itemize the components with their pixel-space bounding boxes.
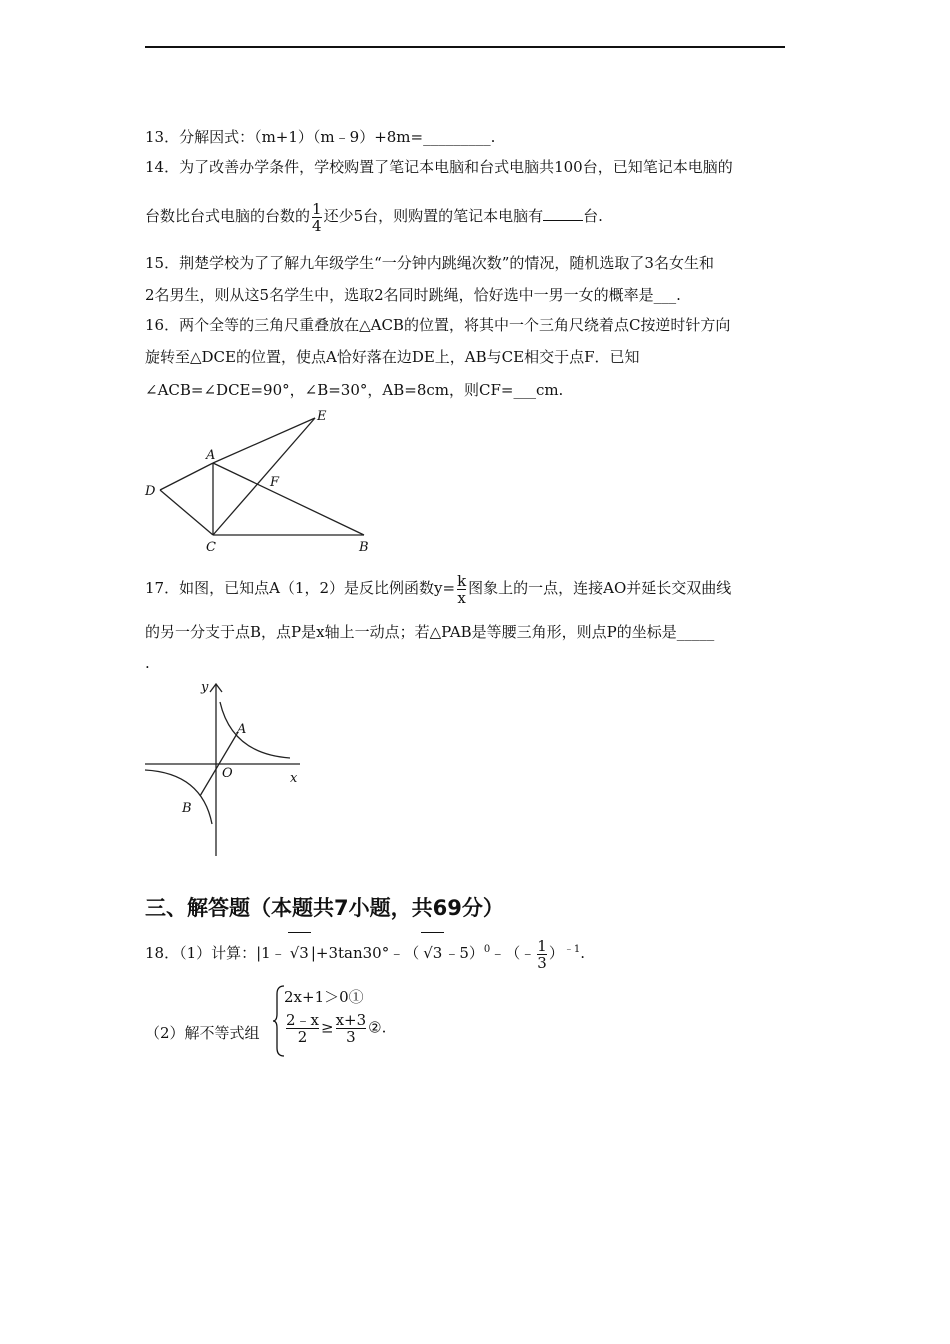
label-x: x (290, 771, 298, 786)
q14-text-b: 还少5台，则购置的笔记本电脑有 (323, 207, 544, 225)
question-18-part2-label: （2）解不等式组 (145, 1024, 260, 1042)
label-B: B (182, 801, 192, 816)
q16-triangle-figure (140, 404, 380, 556)
question-16-line1: 16．两个全等的三角尺重叠放在△ACB的位置，将其中一个三角尺绕着点C按逆时针方向 (145, 316, 731, 334)
q17-text-a: 17．如图，已知点A（1，2）是反比例函数y= (145, 579, 456, 597)
q14-blank (543, 206, 583, 221)
inequality-system (272, 984, 432, 1058)
q18-text-f: . (580, 944, 585, 962)
q13-blank: _________ (423, 128, 491, 146)
q17-text-b: 图象上的一点，连接AO并延长交双曲线 (468, 579, 732, 597)
q17-hyperbola-figure (140, 676, 310, 858)
question-15-line2: 2名男生，则从这5名学生中，选取2名同时跳绳，恰好选中一男一女的概率是___. (145, 286, 681, 304)
q14-fraction: $\frac{1}{4}$ (312, 199, 322, 235)
section-3-heading: 三、解答题（本题共7小题，共69分） (145, 896, 504, 920)
question-14-line2 (145, 196, 603, 236)
sqrt-3-a: √3 (288, 932, 311, 973)
header-rule (145, 46, 785, 48)
ineq2-left-fraction: $\frac{2﹣x}{2}$ (286, 1011, 320, 1046)
label-F: F (270, 475, 280, 490)
label-A: A (237, 722, 247, 737)
question-13 (145, 126, 495, 148)
q18-exponent-0: 0 (483, 944, 491, 955)
inequality-1: 2x+1＞0① (284, 988, 364, 1006)
inequality-2 (284, 1012, 386, 1045)
q18-text-d: ﹣（﹣ (490, 944, 536, 962)
q18-text-c: ﹣5） (444, 944, 484, 962)
question-14-line1: 14．为了改善办学条件，学校购置了笔记本电脑和台式电脑共100台，已知笔记本电脑的 (145, 158, 733, 176)
label-D: D (145, 484, 156, 499)
q18-text-a: 18．（1）计算：|1﹣ (145, 944, 286, 962)
question-16-line2: 旋转至△DCE的位置，使点A恰好落在边DE上，AB与CE相交于点F．已知 (145, 348, 640, 366)
q18-fraction: $\frac{1}{3}$ (537, 936, 547, 972)
label-E: E (317, 409, 327, 424)
q13-text: 13．分解因式：（m+1）（m﹣9）+8m= (145, 128, 424, 146)
label-B: B (359, 540, 369, 555)
q14-text-a: 台数比台式电脑的台数的 (145, 207, 311, 225)
q14-text-c: 台. (583, 207, 603, 225)
q13-end: . (490, 128, 496, 146)
question-17-line3: . (145, 654, 150, 672)
ineq2-right-fraction: $\frac{x+3}{3}$ (335, 1011, 367, 1046)
question-17-line2: 的另一分支于点B，点P是x轴上一动点；若△PAB是等腰三角形，则点P的坐标是_____ (145, 623, 715, 641)
sqrt-3-b: √3 (421, 932, 444, 973)
label-A: A (206, 448, 216, 463)
q18-exponent-neg1: ﹣1 (563, 944, 581, 955)
q17-fraction: $\frac{k}{x}$ (457, 571, 467, 607)
question-16-line3: ∠ACB=∠DCE=90°，∠B=30°，AB=8cm，则CF=___cm. (145, 381, 564, 399)
ineq2-tail: ②. (368, 1018, 387, 1037)
label-O: O (222, 766, 233, 781)
ineq2-operator: ≥ (321, 1018, 334, 1037)
question-18-part1 (145, 930, 585, 973)
label-y: y (201, 680, 209, 695)
q18-text-e: ） (548, 944, 564, 962)
question-15-line1: 15．荆楚学校为了了解九年级学生“一分钟内跳绳次数”的情况，随机选取了3名女生和 (145, 254, 714, 272)
q18-text-b: |+3tan30°﹣（ (310, 944, 420, 962)
label-C: C (206, 540, 216, 555)
question-17-line1 (145, 568, 731, 608)
